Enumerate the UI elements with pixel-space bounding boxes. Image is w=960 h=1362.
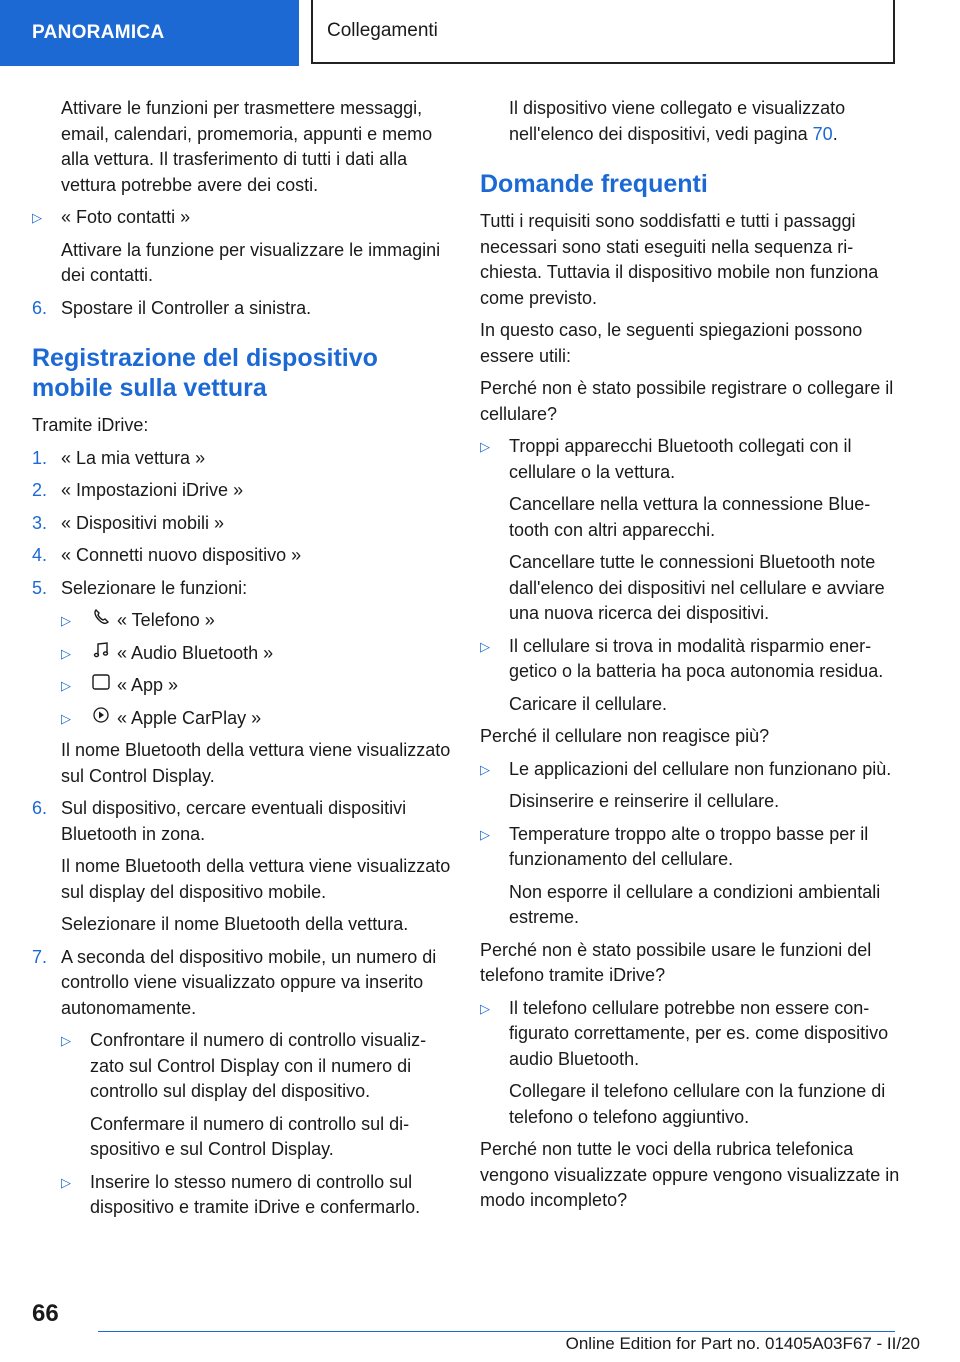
step-number: 1. xyxy=(32,447,48,468)
app-icon xyxy=(90,673,112,699)
function-label: « Telefono » xyxy=(117,610,215,630)
step-number: 2. xyxy=(32,480,48,500)
list-item xyxy=(480,434,900,485)
left-column xyxy=(32,96,452,1228)
bullet-icon: ▷ xyxy=(480,761,490,777)
bullet-text: Il telefono cellulare potrebbe non essere configurato correttamente, per es. come dispositivo audio Bluetooth. xyxy=(509,997,889,1069)
edition-footer: Online Edition for Part no. 01405A03F67 - II/20 xyxy=(565,1334,920,1353)
footer-divider xyxy=(98,1331,895,1332)
foto-description: Attivare la funzione per visualizzare le immagini dei contatti. xyxy=(61,239,441,285)
step-text: Spostare il Controller a sinistra. xyxy=(61,297,312,318)
faq-question: Perché non è stato possibile registrare o collegare il cellulare? xyxy=(480,378,894,424)
faq-question: Perché il cellulare non reagisce più? xyxy=(480,726,770,746)
carplay-icon xyxy=(90,706,112,732)
faq-answer: Non esporre il cellulare a condizioni ambientali estreme. xyxy=(509,881,881,927)
list-item xyxy=(32,1170,452,1221)
connected-text-end: . xyxy=(832,123,838,144)
list-item xyxy=(32,1028,452,1105)
bullet-icon: ▷ xyxy=(32,210,42,225)
page-link[interactable]: 70 xyxy=(812,123,833,144)
step-text: « Impostazioni iDrive » xyxy=(61,480,244,500)
step-number: 6. xyxy=(32,798,48,818)
bullet-text: Le applicazioni del cellulare non funzionano più. xyxy=(509,758,892,779)
list-item xyxy=(480,757,900,783)
bullet-text: Temperature troppo alte o troppo basse per il funzionamento del cellulare. xyxy=(509,823,869,869)
function-label: « Audio Bluetooth » xyxy=(117,642,274,663)
list-item xyxy=(480,996,900,1073)
phone-icon xyxy=(90,608,112,634)
function-item-carplay xyxy=(32,706,452,732)
function-item-app xyxy=(32,673,452,699)
step6-note: Selezionare il nome Bluetooth della vettura. xyxy=(61,914,409,934)
list-item xyxy=(32,296,452,322)
bullet-foto-label: « Foto contatti » xyxy=(61,207,191,227)
bullet-icon: ▷ xyxy=(480,1000,490,1016)
faq-intro: In questo caso, le seguenti spiegazioni possono essere utili: xyxy=(480,320,863,366)
right-column xyxy=(480,96,900,1221)
faq-question: Perché non è stato possibile usare le funzioni del telefono tramite iDrive? xyxy=(480,939,872,985)
list-item xyxy=(32,478,452,504)
function-label: « App » xyxy=(117,675,179,695)
step-number: 7. xyxy=(32,946,48,967)
list-item xyxy=(32,511,452,537)
faq-answer: Cancellare tutte le connessioni Bluetooth note dall'elenco dei dispositivi nel cellulare e avviare una nuova ricerca dei dispositivi. xyxy=(509,552,885,623)
page-number: 66 xyxy=(32,1300,59,1327)
list-item xyxy=(32,205,452,231)
connected-paragraph xyxy=(480,96,900,147)
step-text: « Dispositivi mobili » xyxy=(61,512,225,533)
faq-answer: Cancellare nella vettura la connessione Bluetooth con altri apparecchi. xyxy=(509,494,871,540)
faq-answer: Disinserire e reinserire il cellulare. xyxy=(509,791,780,811)
bullet-icon: ▷ xyxy=(480,638,490,654)
bullet-icon: ▷ xyxy=(61,645,71,661)
function-item-telefono xyxy=(32,608,452,634)
step-text: « La mia vettura » xyxy=(61,447,206,468)
section-tab-panoramica: PANORAMICA xyxy=(0,0,299,66)
section-heading: Registrazione del dispositivo mobile sulla vettura xyxy=(32,344,378,402)
faq-intro: Tutti i requisiti sono soddisfatti e tutti i passaggi necessari sono stati eseguiti nella sequenza richiesta. Tuttavia il dispositivo mobile non funziona come previsto. xyxy=(480,211,879,308)
list-item xyxy=(32,945,452,1022)
function-item-audio xyxy=(32,641,452,667)
list-item xyxy=(32,543,452,569)
music-note-icon xyxy=(90,641,112,667)
connected-text: Il dispositivo viene collegato e visualizzato nell'elenco dei dispositivi, vedi pagina xyxy=(509,98,846,144)
step-number: 6. xyxy=(32,297,48,318)
list-item xyxy=(480,822,900,873)
bullet-icon: ▷ xyxy=(480,826,490,842)
bullet-icon: ▷ xyxy=(61,678,71,693)
bullet-icon: ▷ xyxy=(61,710,71,726)
bullet-text: Troppi apparecchi Bluetooth collegati con il cellulare o la vettura. xyxy=(509,436,852,482)
bullet-text: Inserire lo stesso numero di controllo sul dispositivo e tramite iDrive e confermarlo. xyxy=(90,1171,421,1217)
faq-answer: Collegare il telefono cellulare con la funzione di telefono o telefono aggiuntivo. xyxy=(509,1081,886,1127)
chapter-title: Collegamenti xyxy=(311,0,895,64)
bullet-icon: ▷ xyxy=(61,1174,71,1190)
intro-paragraph: Attivare le funzioni per trasmettere messaggi, email, calendari, promemoria, appunti e memo alla vettura. Il trasferimento di tutti i dati alla vettura potrebbe avere dei costi. xyxy=(61,98,433,195)
bullet-text: Il cellulare si trova in modalità risparmio energetico o la batteria ha poca autonomia residua. xyxy=(509,635,884,681)
step7-note: Confermare il numero di controllo sul dispositivo e sul Control Display. xyxy=(90,1113,410,1159)
step-number: 5. xyxy=(32,577,48,598)
bullet-text: Confrontare il numero di controllo visualizzato sul Control Display con il numero di controllo sul display del dispositivo. xyxy=(90,1030,427,1101)
step-text: « Connetti nuovo dispositivo » xyxy=(61,545,302,565)
function-label: « Apple CarPlay » xyxy=(117,707,262,728)
step5-note: Il nome Bluetooth della vettura viene visualizzato sul Control Display. xyxy=(61,740,451,786)
step-number: 4. xyxy=(32,545,48,565)
faq-answer: Caricare il cellulare. xyxy=(509,693,668,714)
list-item xyxy=(32,576,452,602)
list-item xyxy=(32,446,452,472)
list-item xyxy=(32,796,452,847)
bullet-icon: ▷ xyxy=(480,439,490,454)
step-text: Sul dispositivo, cercare eventuali dispositivi Bluetooth in zona. xyxy=(61,798,407,844)
bullet-icon: ▷ xyxy=(61,1033,71,1048)
tramite-label: Tramite iDrive: xyxy=(32,415,149,435)
step6-note: Il nome Bluetooth della vettura viene visualizzato sul display del dispositivo mobile. xyxy=(61,856,451,902)
bullet-icon: ▷ xyxy=(61,613,71,628)
step-text: Selezionare le funzioni: xyxy=(61,577,248,598)
step-number: 3. xyxy=(32,512,48,533)
list-item xyxy=(480,634,900,685)
section-heading: Domande frequenti xyxy=(480,170,708,198)
step-text: A seconda del dispositivo mobile, un numero di controllo viene visualizzato oppure va inserito autonomamente. xyxy=(61,946,437,1018)
faq-question: Perché non tutte le voci della rubrica telefonica vengono visualizzate oppure vengono visualizzate in modo incompleto? xyxy=(480,1139,900,1210)
